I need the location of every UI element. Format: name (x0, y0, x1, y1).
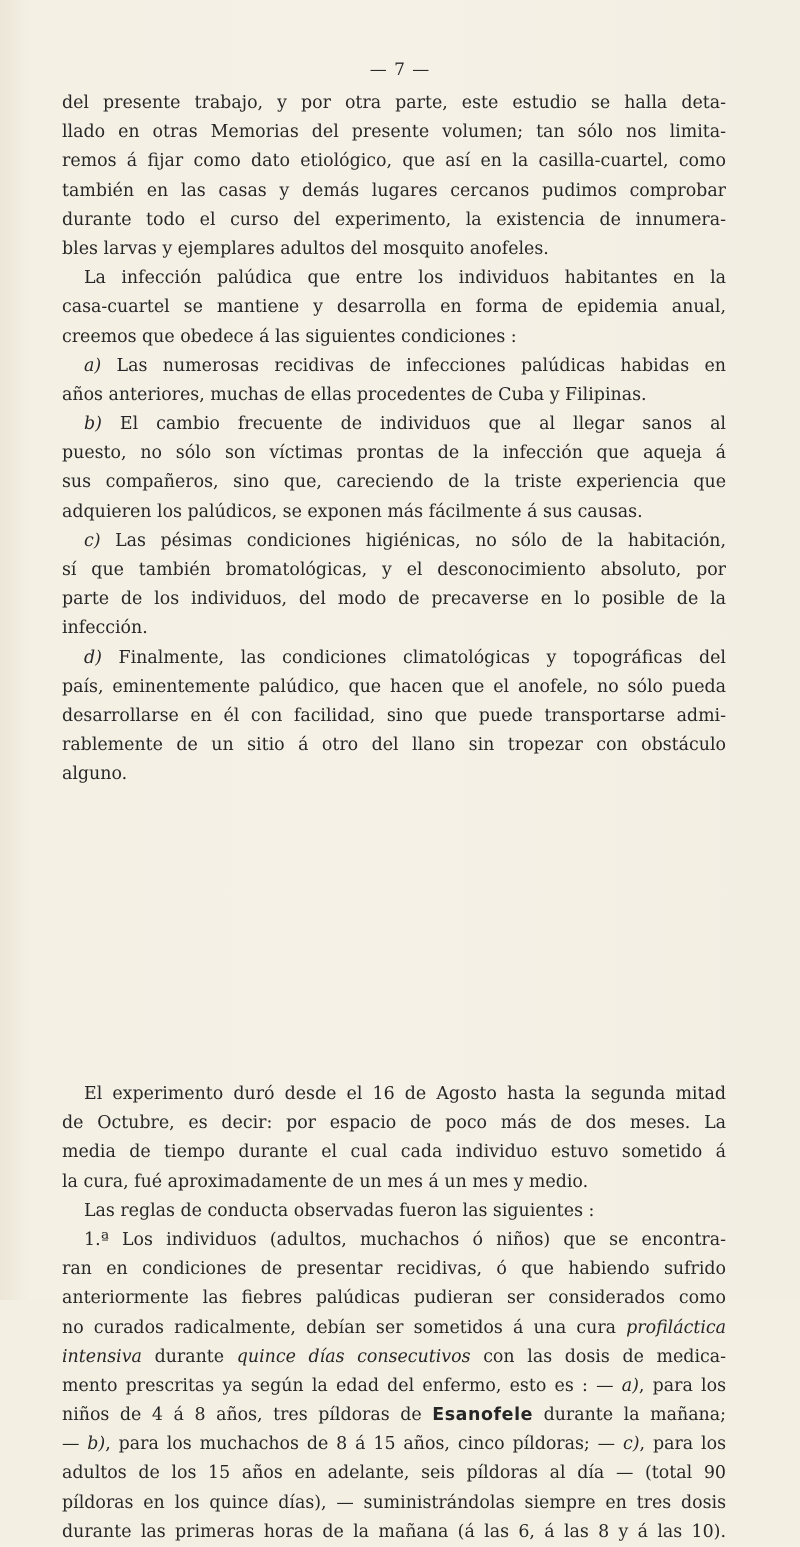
item-marker: c) (622, 1434, 640, 1455)
text-line: Las reglas de conducta observadas fueron las siguientes : (84, 1200, 595, 1221)
text-line: de Octubre, es decir: por espacio de poco más de dos meses. La (62, 1113, 726, 1134)
text-run: , para los (638, 1375, 726, 1396)
emphasis-intensiva: intensiva (62, 1346, 142, 1367)
text-line: píldoras en los quince días), — suministrándolas siempre en tres dosis (62, 1492, 726, 1513)
emphasis-profilactica: profiláctica (626, 1317, 726, 1338)
text-line: infección. (62, 618, 148, 639)
text-line: anteriormente las fiebres palúdicas pudieran ser considerados como (62, 1288, 726, 1309)
text-line: La infección palúdica que entre los individuos habitantes en la (84, 268, 726, 289)
brand-name-esanofele: Esanofele (432, 1405, 534, 1426)
list-item-c (62, 527, 726, 556)
text-line: El experimento duró desde el 16 de Agosto hasta la segunda mitad (84, 1084, 726, 1104)
text-line: desarrollarse en él con facilidad, sino que puede transportarse admi- (62, 705, 726, 726)
body-text-block (62, 89, 726, 790)
text-line (62, 1372, 726, 1401)
list-item-d (62, 644, 726, 673)
text-line: del presente trabajo, y por otra parte, este estudio se halla deta- (62, 93, 726, 113)
text-run: , para los muchachos de 8 á 15 años, cinco píldoras; — (105, 1434, 623, 1455)
rule-1: 1.ª Los individuos (adultos, muchachos ó niños) que se encontra- (84, 1229, 726, 1250)
text-run: durante la mañana; (533, 1405, 726, 1426)
item-text: Las pésimas condiciones higiénicas, no sólo de la habitación, (100, 530, 726, 551)
text-run: — (62, 1434, 88, 1455)
text-line: parte de los individuos, del modo de precaverse en lo posible de la (62, 589, 726, 610)
text-line: durante las primeras horas de la mañana (á las 6, á las 8 y á las 10). (62, 1521, 726, 1542)
text-line: casa-cuartel se mantiene y desarrolla en forma de epidemia anual, (62, 297, 726, 318)
item-text: El cambio frecuente de individuos que al llegar sanos al (101, 414, 726, 435)
text-line: puesto, no sólo son víctimas prontas de la infección que aqueja á (62, 443, 726, 464)
text-line: media de tiempo durante el cual cada individuo estuvo sometido á (62, 1142, 726, 1163)
text-line: rablemente de un sitio á otro del llano sin tropezar con obstáculo (62, 735, 726, 756)
text-line: adquieren los palúdicos, se exponen más fácilmente á sus causas. (62, 501, 643, 522)
text-line: años anteriores, muchas de ellas procedentes de Cuba y Filipinas. (62, 384, 647, 405)
text-line (62, 1430, 726, 1459)
item-marker: b) (87, 1434, 106, 1455)
list-item-a (62, 352, 726, 381)
text-line (62, 1314, 726, 1343)
text-line: también en las casas y demás lugares cercanos pudimos comprobar (62, 180, 726, 201)
item-marker: c) (84, 530, 101, 551)
item-marker: b) (84, 414, 102, 435)
text-line: bles larvas y ejemplares adultos del mosquito anofeles. (62, 238, 549, 259)
item-marker: a) (84, 355, 102, 376)
text-line (62, 1343, 726, 1372)
text-line: ran en condiciones de presentar recidivas, ó que habiendo sufrido (62, 1259, 726, 1280)
text-line: sus compañeros, sino que, careciendo de la triste experiencia que (62, 472, 726, 493)
text-line: creemos que obedece á las siguientes condiciones : (62, 326, 517, 347)
text-line: durante todo el curso del experimento, la existencia de innumera- (62, 209, 726, 230)
item-text: Finalmente, las condiciones climatológicas y topográficas del (101, 647, 726, 668)
text-line: país, eminentemente palúdico, que hacen que el anofele, no sólo pueda (62, 676, 726, 697)
text-run: niños de 4 á 8 años, tres píldoras de (62, 1405, 433, 1426)
text-line: sí que también bromatológicas, y el desconocimiento absoluto, por (62, 560, 726, 580)
item-text: Las numerosas recidivas de infecciones palúdicas habidas en (101, 355, 726, 376)
page-number: — 7 — (369, 60, 431, 80)
text-line: remos á fijar como dato etiológico, que así en la casilla-cuartel, como (62, 151, 726, 172)
text-run: , para los (639, 1434, 726, 1455)
item-marker: a) (621, 1375, 639, 1396)
text-run: mento prescritas ya según la edad del enfermo, esto es : — (62, 1375, 622, 1396)
body-text-block-2 (62, 1080, 726, 1547)
item-marker: d) (84, 647, 102, 668)
text-run: durante (141, 1346, 237, 1367)
list-item-b (62, 410, 726, 439)
emphasis-quince-dias: quince días consecutivos (236, 1346, 471, 1367)
text-line: la cura, fué aproximadamente de un mes á un mes y medio. (62, 1171, 589, 1192)
text-run: no curados radicalmente, debían ser sometidos á una cura (62, 1317, 627, 1338)
text-line (62, 1401, 726, 1430)
text-line: llado en otras Memorias del presente volumen; tan sólo nos limita- (62, 122, 726, 143)
text-run: con las dosis de medica- (470, 1346, 726, 1367)
text-line: alguno. (62, 764, 128, 785)
text-line: adultos de los 15 años en adelante, seis píldoras al día — (total 90 (62, 1463, 726, 1484)
